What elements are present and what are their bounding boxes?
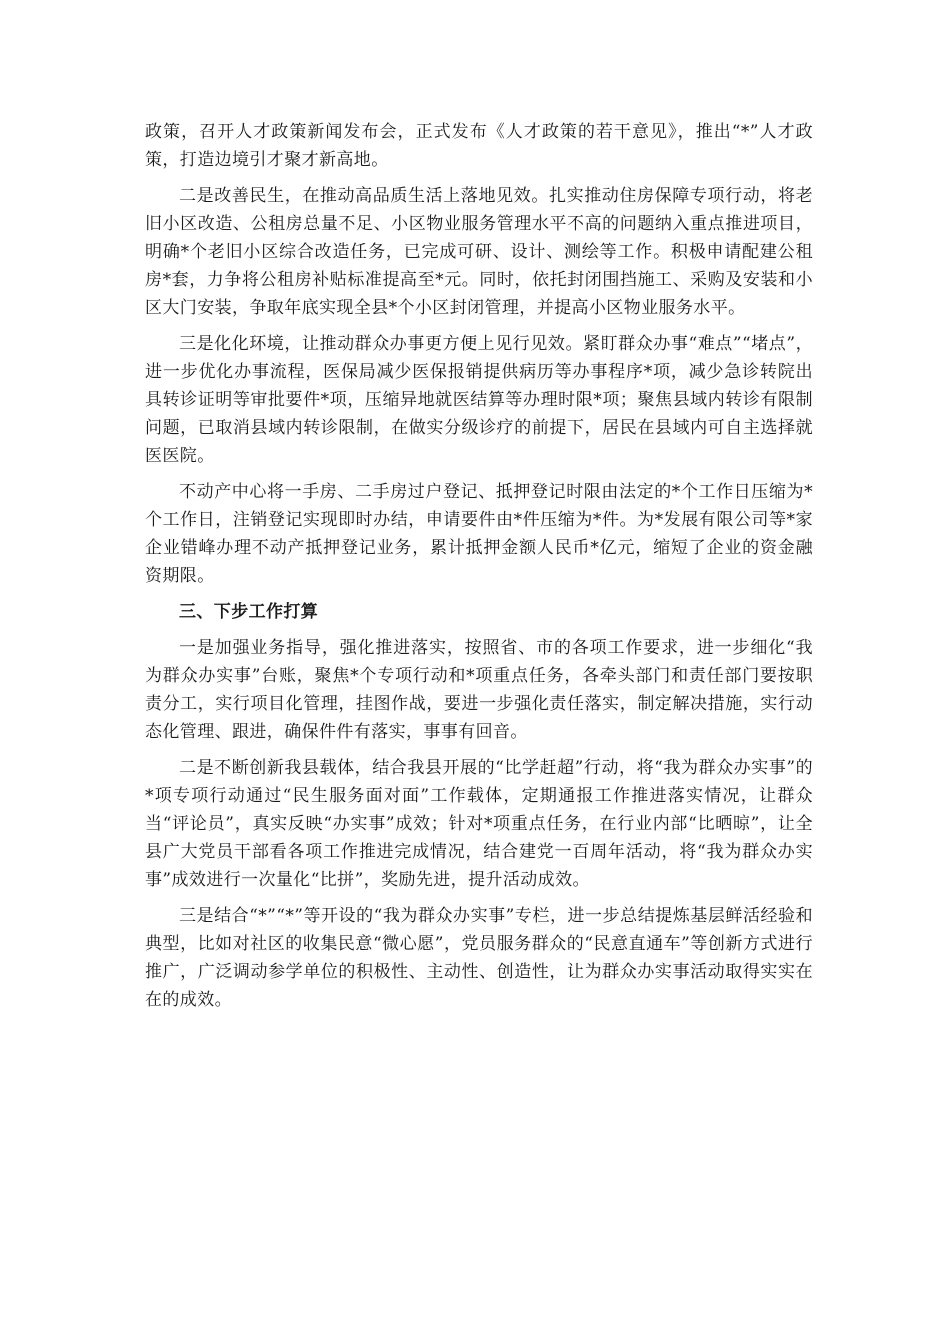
paragraph-innovate-carrier: 二是不断创新我县载体，结合我县开展的“比学赶超”行动，将“我为群众办实事”的*项专项行动通过“民生服务面对面”工作载体，定期通报工作推进落实情况，让群众当“评论员”，真实反映“办实事”成效；针对*项重点任务，在行业内部“比晒晾”，让全县广大党员干部看各项工作推进完成情况，结合建党一百周年活动，将“我为群众办实事”成效进行一次量化“比拼”，奖励先进，提升活动成效。 [145,758,813,890]
paragraph-special-column: 三是结合“*”“*”等开设的“我为群众办实事”专栏，进一步总结提炼基层鲜活经验和典型，比如对社区的收集民意“微心愿”，党员服务群众的“民意直通车”等创新方式进行推广，广泛调动参学单位的积极性、主动性、创造性，让为群众办实事活动取得实实在在的成效。 [145,906,813,1010]
document-page [145,118,813,1014]
paragraph-improve-livelihood: 二是改善民生，在推动高品质生活上落地见效。扎实推动住房保障专项行动，将老旧小区改造、公租房总量不足、小区物业服务管理水平不高的问题纳入重点推进项目，明确*个老旧小区综合改造任务，已完成可研、设计、测绘等工作。积极申请配建公租房*套，力争将公租房补贴标准提高至*元。同时，依托封闭围挡施工、采购及安装和小区大门安装，争取年底实现全县*个小区封闭管理，并提高小区物业服务水平。 [145,186,813,318]
paragraph-strengthen-guidance: 一是加强业务指导，强化推进落实，按照省、市的各项工作要求，进一步细化“我为群众办实事”台账，聚焦*个专项行动和*项重点任务，各牵头部门和责任部门要按职责分工，实行项目化管理，挂图作战，要进一步强化责任落实，制定解决措施，实行动态化管理、跟进，确保件件有落实，事事有回音。 [145,638,813,742]
paragraph-optimize-environment: 三是化化环境，让推动群众办事更方便上见行见效。紧盯群众办事“难点”“堵点”，进一步优化办事流程，医保局减少医保报销提供病历等办事程序*项，减少急诊转院出具转诊证明等审批要件*项，压缩异地就医结算等办理时限*项；聚焦县域内转诊有限制问题，已取消县域内转诊限制，在做实分级诊疗的前提下，居民在县域内可自主选择就医医院。 [145,334,813,466]
paragraph-policy-continuation: 政策，召开人才政策新闻发布会，正式发布《人才政策的若干意见》，推出“*”人才政策，打造边境引才聚才新高地。 [145,122,813,170]
paragraph-real-estate-center: 不动产中心将一手房、二手房过户登记、抵押登记时限由法定的*个工作日压缩为*个工作日，注销登记实现即时办结，申请要件由*件压缩为*件。为*发展有限公司等*家企业错峰办理不动产抵押登记业务，累计抵押金额人民币*亿元，缩短了企业的资金融资期限。 [145,482,813,586]
section-heading-next-steps: 三、下步工作打算 [179,602,319,622]
